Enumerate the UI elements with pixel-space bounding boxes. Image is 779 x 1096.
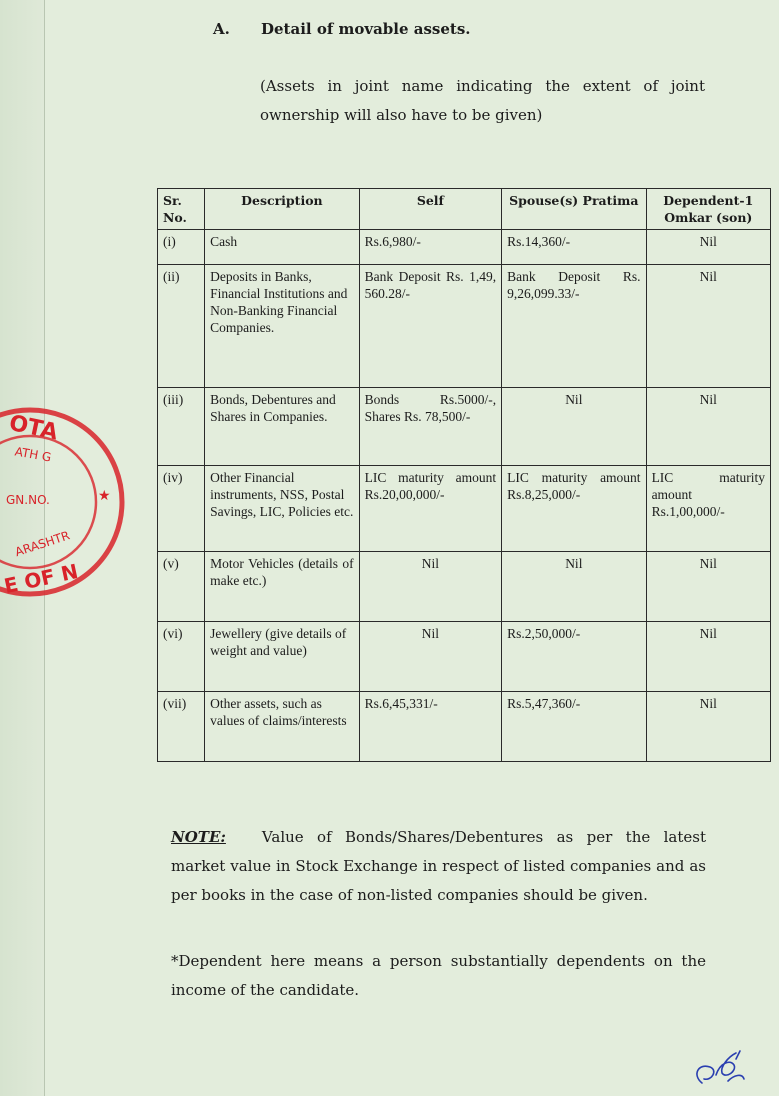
cell-dependent: Nil <box>646 622 770 692</box>
cell-spouse: Rs.14,360/- <box>502 230 646 265</box>
cell-dependent: Nil <box>646 230 770 265</box>
cell-description: Other Financial instruments, NSS, Postal Savings, LIC, Policies etc. <box>205 466 360 552</box>
cell-spouse: LIC maturity amount Rs.8,25,000/- <box>502 466 646 552</box>
section-title: Detail of movable assets. <box>261 20 471 38</box>
official-seal-stamp <box>0 402 130 602</box>
table-row <box>158 388 771 466</box>
cell-description: Bonds, Debentures and Shares in Companies. <box>205 388 360 466</box>
cell-self: Bank Deposit Rs. 1,49, 560.28/- <box>359 265 501 388</box>
table-header-row <box>158 189 771 230</box>
cell-spouse: Rs.2,50,000/- <box>502 622 646 692</box>
cell-spouse: Nil <box>502 552 646 622</box>
cell-description: Deposits in Banks, Financial Institutions and Non-Banking Financial Companies. <box>205 265 360 388</box>
cell-sr: (vii) <box>158 692 205 762</box>
table-row <box>158 622 771 692</box>
cell-dependent: Nil <box>646 388 770 466</box>
section-subtitle: (Assets in joint name indicating the extent of joint ownership will also have to be given) <box>260 77 705 124</box>
cell-sr: (v) <box>158 552 205 622</box>
section-heading <box>213 20 471 38</box>
table-row <box>158 265 771 388</box>
header-sr-no: Sr. No. <box>158 189 205 230</box>
cell-dependent: Nil <box>646 692 770 762</box>
stamp-text-inner: ATH G <box>13 444 53 465</box>
movable-assets-table <box>157 188 771 762</box>
header-self: Self <box>359 189 501 230</box>
header-description: Description <box>205 189 360 230</box>
stamp-text-lower: ARASHTR <box>13 528 72 560</box>
cell-sr: (iv) <box>158 466 205 552</box>
header-dependent: Dependent-1 Omkar (son) <box>646 189 770 230</box>
cell-spouse: Nil <box>502 388 646 466</box>
table-row <box>158 466 771 552</box>
cell-dependent: LIC maturity amount Rs.1,00,000/- <box>646 466 770 552</box>
table-row <box>158 230 771 265</box>
table-row <box>158 692 771 762</box>
stamp-text-top: OTA <box>6 410 60 446</box>
cell-spouse: Rs.5,47,360/- <box>502 692 646 762</box>
cell-description: Motor Vehicles (details of make etc.) <box>205 552 360 622</box>
stamp-text-bottom: E OF N <box>1 559 81 599</box>
cell-sr: (vi) <box>158 622 205 692</box>
cell-self: Rs.6,45,331/- <box>359 692 501 762</box>
note-label: NOTE: <box>171 828 226 846</box>
section-number: A. <box>213 20 230 38</box>
note-text: Value of Bonds/Shares/Debentures as per the latest market value in Stock Exchange in respect of listed companies and as per books in the case of non-listed companies should be given. <box>171 828 706 904</box>
stamp-text-reg: GN.NO. <box>6 493 50 507</box>
cell-sr: (iii) <box>158 388 205 466</box>
stamp-star-icon: ★ <box>98 488 111 504</box>
header-spouse: Spouse(s) Pratima <box>502 189 646 230</box>
cell-self: LIC maturity amount Rs.20,00,000/- <box>359 466 501 552</box>
handwritten-signature <box>690 1045 750 1090</box>
cell-dependent: Nil <box>646 552 770 622</box>
cell-self: Nil <box>359 552 501 622</box>
cell-sr: (ii) <box>158 265 205 388</box>
cell-description: Jewellery (give details of weight and value) <box>205 622 360 692</box>
cell-self: Rs.6,980/- <box>359 230 501 265</box>
note-paragraph <box>171 823 706 910</box>
cell-self: Bonds Rs.5000/-, Shares Rs. 78,500/- <box>359 388 501 466</box>
cell-dependent: Nil <box>646 265 770 388</box>
cell-self: Nil <box>359 622 501 692</box>
cell-sr: (i) <box>158 230 205 265</box>
cell-spouse: Bank Deposit Rs. 9,26,099.33/- <box>502 265 646 388</box>
dependent-note: *Dependent here means a person substantially dependents on the income of the candidate. <box>171 952 706 999</box>
cell-description: Other assets, such as values of claims/interests <box>205 692 360 762</box>
table-row <box>158 552 771 622</box>
cell-description: Cash <box>205 230 360 265</box>
